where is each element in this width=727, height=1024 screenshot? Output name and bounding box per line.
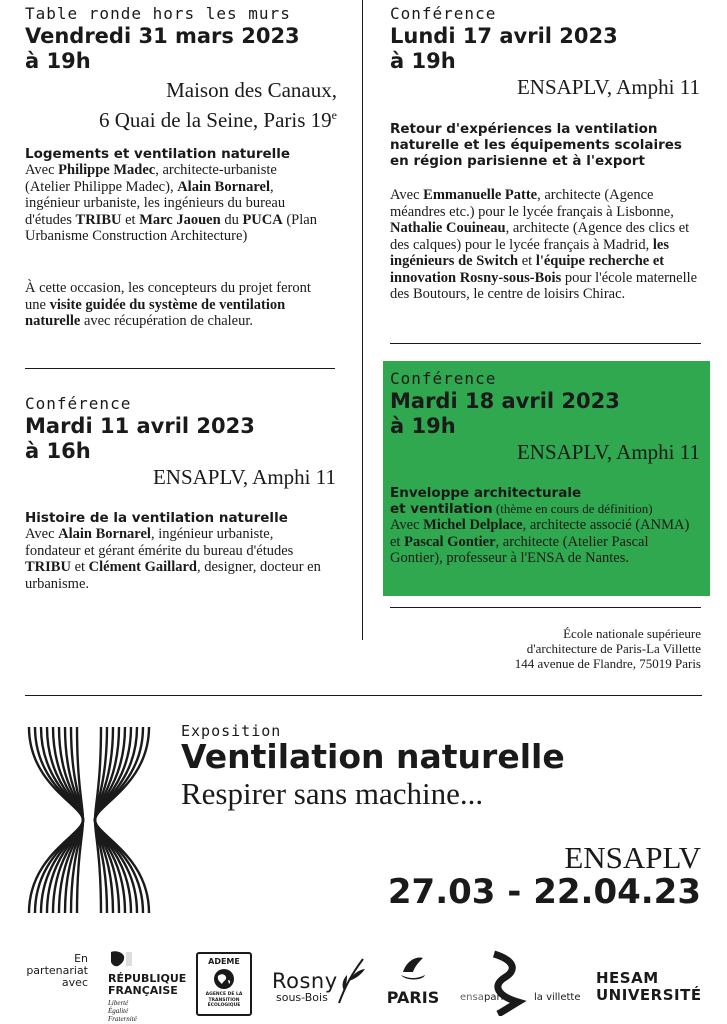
hesam-line2: UNIVERSITÉ xyxy=(596,986,702,1004)
rf-motto-line: Fraternité xyxy=(108,1015,137,1023)
rf-motto xyxy=(108,999,188,1023)
exhibition-subtitle: Respirer sans machine... xyxy=(181,776,484,811)
event2-venue: ENSAPLV, Amphi 11 xyxy=(516,75,700,99)
marianne-icon xyxy=(108,950,134,968)
event4-kicker: Conférence xyxy=(390,369,497,388)
event3-body1: Avec Alain Bornarel, ingénieur urbaniste, fondateur et gérant émérite du bureau d'études TRIBU et Clément Gaillard, designer, docteur en urbanisme. xyxy=(25,526,321,592)
event1-venue-line2: 6 Quai de la Seine, Paris 19e xyxy=(98,108,337,132)
ensa-mid: paris xyxy=(484,992,509,1003)
event2-time: à 19h xyxy=(390,49,456,73)
ademe-sub-line: TRANSITION xyxy=(208,997,240,1003)
column-divider xyxy=(362,0,363,640)
leaf-icon xyxy=(335,955,369,1005)
event1-title: Logements et ventilation naturelle xyxy=(25,146,291,162)
event1-venue xyxy=(37,78,337,133)
event2-title: Retour d'expériences la ventilation naturelle et les équipements scolaires en région parisienne et à l'export xyxy=(390,121,682,169)
event3-venue: ENSAPLV, Amphi 11 xyxy=(152,465,336,489)
paris-ship-icon xyxy=(397,952,429,984)
event1-body1: Avec Philippe Madec, architecte-urbaniste (Atelier Philippe Madec), Alain Bornarel, ingénieur urbaniste, les ingénieurs du bureau d'études TRIBU et Marc Jaouen du PUCA (Plan Urbanisme Construction Architecture) xyxy=(25,162,317,244)
event4-venue: ENSAPLV, Amphi 11 xyxy=(516,440,700,464)
divider xyxy=(25,368,335,369)
hesam-logo xyxy=(596,970,702,1004)
paris-logo xyxy=(380,952,446,1007)
rosny-main: Rosny xyxy=(272,969,338,993)
school-address xyxy=(400,626,701,671)
logo-stroke xyxy=(29,727,149,913)
ademe-title: ADEME xyxy=(208,957,240,966)
event1-venue-line1: Maison des Canaux, xyxy=(166,78,337,102)
address-line3: 144 avenue de Flandre, 75019 Paris xyxy=(514,656,701,671)
divider xyxy=(25,695,702,696)
event4-body1: Avec Michel Delplace, architecte associé (ANMA) et Pascal Gontier, architecte (Atelier Pascal Gontier), professeur à l'ENSA de Nantes. xyxy=(390,517,690,566)
ademe-sub xyxy=(198,992,250,1009)
divider xyxy=(390,607,701,608)
rf-line2: FRANÇAISE xyxy=(108,984,178,997)
ensa-wave-icon xyxy=(488,950,528,1016)
divider xyxy=(390,343,701,344)
ensa-left: ensa xyxy=(460,992,484,1003)
logo-stroke xyxy=(59,727,119,913)
event4-title-line1: Enveloppe architecturale xyxy=(390,485,582,501)
event3-title: Histoire de la ventilation naturelle xyxy=(25,510,288,526)
logo-stroke xyxy=(47,727,131,913)
event4-time: à 19h xyxy=(390,414,456,438)
partners-intro-line: avec xyxy=(61,976,88,989)
event4-title xyxy=(390,485,700,517)
event4-date: Mardi 18 avril 2023 xyxy=(390,389,620,413)
ademe-logo xyxy=(196,952,252,1016)
rosny-sub: sous-Bois xyxy=(276,991,328,1004)
event3-kicker: Conférence xyxy=(25,394,132,413)
partners-intro xyxy=(20,953,88,989)
address-line1: École nationale supérieure xyxy=(563,626,701,641)
event3-time: à 16h xyxy=(25,439,91,463)
republique-francaise-logo xyxy=(108,950,188,1023)
paris-text: PARIS xyxy=(386,988,440,1007)
event4-title-line2: et ventilation (thème en cours de définition) xyxy=(390,501,653,517)
globe-icon xyxy=(213,968,235,990)
rf-motto-line: Liberté xyxy=(108,999,129,1007)
event2-date: Lundi 17 avril 2023 xyxy=(390,24,618,48)
partners-intro-line: partenariat xyxy=(26,964,88,977)
event3-date: Mardi 11 avril 2023 xyxy=(25,414,255,438)
event1-time: à 19h xyxy=(25,49,91,73)
exhibition-dates: 27.03 - 22.04.23 xyxy=(387,872,701,912)
exhibition-venue: ENSAPLV xyxy=(564,840,701,875)
address-line2: d'architecture de Paris-La Villette xyxy=(526,641,701,656)
event2-body1: Avec Emmanuelle Patte, architecte (Agence méandres etc.) pour le lycée français à Lisbonne, Nathalie Couineau, architecte (Agence des clics et des calques) pour le lycée français à Madrid, les ingénieurs de Switch et l'équipe recherche et innovation Rosny-sous-Bois pour l'école maternelle des Boutours, le centre de loisirs Chirac. xyxy=(390,187,698,302)
partners-intro-line: En xyxy=(74,952,88,965)
rf-line1: RÉPUBLIQUE xyxy=(108,972,187,985)
event1-body2: À cette occasion, les concepteurs du projet feront une visite guidée du système de ventilation naturelle avec récupération de chaleur. xyxy=(25,280,311,329)
rf-motto-line: Égalité xyxy=(108,1007,129,1015)
event2-kicker: Conférence xyxy=(390,4,497,23)
exhibition-kicker: Exposition xyxy=(181,722,282,740)
logo-stroke xyxy=(77,727,101,913)
exhibition-logo xyxy=(25,725,153,915)
ademe-sub-line: ÉCOLOGIQUE xyxy=(207,1003,241,1008)
hesam-line1: HESAM xyxy=(596,969,659,987)
ensa-right: la villette xyxy=(534,992,581,1003)
ademe-sub-line: AGENCE DE LA xyxy=(205,992,243,997)
logo-stroke xyxy=(53,727,125,913)
event1-kicker: Table ronde hors les murs xyxy=(25,4,291,23)
exhibition-title: Ventilation naturelle xyxy=(181,737,565,776)
event1-date: Vendredi 31 mars 2023 xyxy=(25,24,300,48)
